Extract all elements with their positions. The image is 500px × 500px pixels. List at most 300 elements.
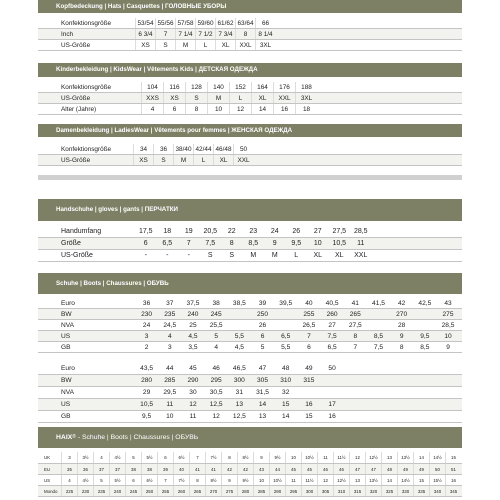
row-label: US-Größe [61, 157, 91, 164]
size-cell: L [195, 40, 215, 50]
size-cell: 41 [189, 464, 205, 474]
size-cell: 59/60 [195, 18, 215, 28]
size-cell: 28,5 [441, 322, 455, 329]
size-cell: 43,5 [140, 365, 154, 372]
table-kidswear [38, 82, 462, 115]
size-cell: 9 [272, 240, 277, 247]
size-cell: 29,5 [163, 389, 177, 396]
size-cell: 32 [282, 389, 290, 396]
size-cell: 41 [205, 464, 221, 474]
section-title-haix: - Schuhe | Boots | Chaussures | ОБУВЬ [75, 434, 199, 441]
size-cell: 31,5 [256, 389, 269, 396]
size-cell: 8 [235, 29, 255, 39]
size-cell: 7 [307, 333, 311, 340]
table-row [38, 309, 462, 320]
size-cell [297, 387, 320, 398]
size-cell: 11 [189, 413, 197, 420]
size-cell: 9 [221, 475, 237, 485]
size-cell: 4 [141, 104, 163, 114]
size-cell: 280 [141, 377, 153, 384]
row-label: Konfektionsgröße [61, 20, 112, 27]
size-cell: 50 [328, 365, 336, 372]
table-row [38, 464, 462, 475]
size-cell: 9 [253, 452, 269, 463]
section-title-hats: Kopfbedeckung | Hats | Casquettes | ГОЛОВНЫЕ УБОРЫ [56, 3, 227, 10]
size-cell: 260 [326, 311, 338, 318]
size-cell: 42/44 [193, 144, 213, 154]
size-cell: 320 [365, 486, 381, 496]
size-cell: 14 [381, 475, 397, 485]
size-cell: 6 [125, 475, 141, 485]
size-cell: 8½ [205, 475, 221, 485]
size-cell: 40,5 [325, 300, 339, 307]
size-cell: 5,5 [281, 344, 291, 351]
size-cell: 8 [229, 240, 234, 247]
size-cell: 38 [125, 464, 141, 474]
size-cell: 104 [141, 82, 163, 92]
size-cell: 9,5 [291, 240, 302, 247]
size-cell: 15 [445, 452, 461, 463]
size-cell: 12,5 [232, 413, 246, 420]
size-cell: 10,5 [332, 240, 347, 247]
size-cell: M [175, 40, 195, 50]
row-label: US-Größe [61, 252, 93, 259]
size-cell: 25 [189, 322, 197, 329]
size-cell: 37 [93, 464, 109, 474]
row-label: Größe [61, 240, 81, 247]
size-cell: 7 [186, 240, 191, 247]
size-cell: 37,5 [186, 300, 200, 307]
size-cell: 49 [413, 464, 429, 474]
size-cell: 34 [133, 144, 153, 154]
row-label: Inch [61, 31, 74, 38]
size-cell: 7 [353, 344, 358, 351]
size-cell: 45 [189, 365, 197, 372]
size-cell: XL [251, 93, 273, 103]
size-cell: 300 [301, 486, 317, 496]
size-cell: 43 [253, 464, 269, 474]
row-label: Euro [61, 300, 75, 307]
size-cell: 10 [207, 104, 229, 114]
size-cell: 40 [305, 300, 313, 307]
row-label: Euro [61, 365, 75, 372]
size-cell [321, 387, 344, 398]
size-cell: 9 [446, 344, 450, 351]
size-cell: 255 [157, 486, 173, 496]
size-cell: 330 [397, 486, 413, 496]
size-cell: 39 [157, 464, 173, 474]
size-cell: 53/54 [135, 18, 155, 28]
table-row [38, 40, 462, 51]
size-cell: 36 [153, 144, 173, 154]
size-cell: 225 [61, 486, 77, 496]
size-cell: 46/48 [213, 144, 233, 154]
size-cell: 55/56 [155, 18, 175, 28]
size-cell: XL [313, 252, 323, 259]
size-cell: 24 [270, 228, 279, 235]
size-cell: 305 [257, 377, 269, 384]
size-cell: 6½ [173, 452, 189, 463]
row-label: US [61, 401, 71, 408]
size-cell: 8 [221, 452, 237, 463]
size-cell: 44 [269, 464, 285, 474]
size-cell: 176 [273, 82, 295, 92]
size-cell: 7 [157, 475, 173, 485]
size-cell: XXL [273, 93, 295, 103]
size-cell: 128 [185, 82, 207, 92]
table-row [38, 250, 462, 262]
size-cell: 27,5 [332, 228, 347, 235]
size-cell: 17 [328, 401, 336, 408]
size-cell: 66 [255, 18, 275, 28]
haix-trademark: ® [72, 434, 76, 440]
size-cell: 6 [260, 333, 265, 340]
row-label: US-Größe [61, 95, 91, 102]
row-label: Konfektionsgröße [61, 146, 112, 153]
table-row [38, 226, 462, 238]
size-cell: 12½ [333, 475, 349, 485]
size-cell: 18 [295, 104, 317, 114]
haix-brand: HAIX [56, 434, 73, 441]
size-cell: 275 [221, 486, 237, 496]
size-cell: 7,5 [327, 333, 337, 340]
size-cell: 11½ [333, 452, 349, 463]
size-cell: 50 [429, 464, 445, 474]
size-cell: 8½ [237, 452, 253, 463]
size-cell: 37 [109, 464, 125, 474]
size-cell: 26 [292, 228, 301, 235]
size-cell: 44 [166, 365, 174, 372]
size-cell: 9½ [237, 475, 253, 485]
size-cell: 10½ [269, 475, 285, 485]
row-label: BW [61, 377, 72, 384]
size-cell: 14 [258, 401, 267, 408]
size-cell [274, 320, 297, 330]
size-cell: 36 [77, 464, 93, 474]
size-cell: 2 [144, 344, 149, 351]
size-cell [274, 309, 297, 319]
size-cell: XS [163, 93, 185, 103]
size-cell: 255 [303, 311, 315, 318]
size-cell: 265 [189, 486, 205, 496]
size-cell: 26,5 [302, 322, 316, 329]
section-title-ladieswear: Damenbekleidung | LadiesWear | Vêtements pour femmes | ЖЕНСКАЯ ОДЕЖДА [56, 127, 293, 134]
size-cell: 5 [125, 452, 141, 463]
size-cell: 41,5 [372, 300, 385, 307]
size-cell: 5½ [109, 475, 125, 485]
size-cell: S [155, 40, 175, 50]
size-cell: S [207, 252, 213, 259]
size-cell: 8 [353, 333, 358, 340]
size-cell: 8 [185, 104, 207, 114]
table-row [38, 342, 462, 353]
row-label: BW [61, 311, 72, 318]
size-cell: 46 [212, 365, 220, 372]
size-cell: 280 [237, 486, 253, 496]
row-label: Konfektionsgröße [61, 84, 112, 91]
size-cell: 50 [233, 144, 253, 154]
size-cell: 9,5 [142, 413, 152, 420]
section-title-gloves: Handschuhe | gloves | gants | ПЕРЧАТКИ [56, 206, 178, 213]
table-row [38, 475, 462, 486]
size-cell: 164 [251, 82, 273, 92]
size-cell: 14½ [429, 452, 445, 463]
size-cell: 4 [214, 344, 218, 351]
size-cell: 36 [142, 300, 151, 307]
size-cell [321, 375, 344, 386]
size-cell: 49 [305, 365, 313, 372]
table-row [38, 93, 462, 104]
size-cell: 24,5 [163, 322, 177, 329]
size-cell: 8,5 [420, 344, 430, 351]
row-label: NVA [61, 322, 75, 329]
size-cell: 10 [444, 333, 452, 340]
size-cell: 38,5 [232, 300, 246, 307]
size-cell: 27,5 [348, 322, 362, 329]
size-cell: 23 [249, 228, 258, 235]
size-cell: 3,5 [188, 344, 198, 351]
section-title-shoes: Schuhe | Boots | Chaussures | ОБУВЬ [56, 280, 169, 287]
size-cell: 10½ [301, 452, 317, 463]
size-cell: 8 [399, 344, 404, 351]
size-cell: 46,5 [232, 365, 246, 372]
size-cell: 3½ [77, 452, 93, 463]
row-label: Mondo [44, 489, 58, 494]
size-cell: 315 [303, 377, 315, 384]
size-cell: 6,5 [281, 333, 291, 340]
size-cell: 10 [253, 475, 269, 485]
row-label: GB [61, 413, 71, 420]
size-cell: 5 [214, 333, 218, 340]
band-hats [38, 0, 462, 13]
size-cell: 188 [295, 82, 317, 92]
table-shoes-large [38, 363, 462, 423]
size-cell: 18 [163, 228, 172, 235]
size-cell: 9,5 [420, 333, 430, 340]
size-cell: 290 [269, 486, 285, 496]
size-cell: 8 [189, 475, 205, 485]
size-cell: 240 [109, 486, 125, 496]
size-cell [367, 320, 390, 330]
size-cell: XXS [141, 93, 163, 103]
size-cell: 5 [260, 344, 265, 351]
size-cell: 275 [442, 311, 454, 318]
size-cell: 11 [357, 240, 365, 247]
size-cell: 42 [397, 300, 406, 307]
size-cell: 13 [258, 413, 267, 420]
size-cell: 38 [141, 464, 157, 474]
size-cell: 10 [313, 240, 322, 247]
size-cell: 230 [141, 311, 153, 318]
row-label: US [44, 478, 51, 483]
size-cell: 3 [167, 344, 172, 351]
size-cell: 42 [237, 464, 253, 474]
size-cell: 15 [305, 413, 313, 420]
size-cell: 10 [285, 452, 301, 463]
size-cell: 4 [61, 475, 77, 485]
table-row [38, 486, 462, 497]
row-label: UK [44, 455, 51, 460]
size-cell: 7½ [173, 475, 189, 485]
size-cell: 12 [229, 104, 251, 114]
size-cell: 285 [253, 486, 269, 496]
size-cell: 260 [173, 486, 189, 496]
size-cell: 4½ [109, 452, 125, 463]
size-cell: S [185, 93, 207, 103]
table-ladieswear [38, 144, 462, 166]
size-cell: 7 1/4 [175, 29, 195, 39]
table-row [38, 155, 462, 166]
size-cell: 61/62 [215, 18, 235, 28]
size-cell: 4,5 [234, 344, 244, 351]
size-cell: M [173, 155, 193, 165]
size-cell: 235 [93, 486, 109, 496]
size-cell: 16 [273, 104, 295, 114]
table-gloves [38, 226, 462, 262]
table-haix [38, 452, 462, 497]
size-cell: 14½ [397, 475, 413, 485]
size-cell: M [207, 93, 229, 103]
size-cell: 305 [317, 486, 333, 496]
size-cell: 285 [164, 377, 176, 384]
size-cell: 51 [445, 464, 461, 474]
size-cell: 41 [351, 300, 359, 307]
size-cell: 10 [166, 413, 174, 420]
size-cell: 11½ [301, 475, 317, 485]
size-cell: 16 [328, 413, 336, 420]
size-cell: 7,5 [373, 344, 384, 351]
size-cell: 30 [189, 389, 197, 396]
table-hats [38, 18, 462, 51]
size-cell: 13½ [397, 452, 413, 463]
size-cell: XXL [235, 40, 255, 50]
size-cell: 17,5 [138, 228, 153, 235]
section-title-kidswear: Kinderbekleidung | KidsWear | Vêtements Kids | ДЕТСКАЯ ОДЕЖДА [56, 66, 258, 73]
size-cell: L [294, 252, 299, 259]
size-cell [367, 309, 390, 319]
size-cell: 48 [282, 365, 290, 372]
size-cell: 13 [349, 475, 365, 485]
table-row [38, 331, 462, 342]
row-label: GB [61, 344, 71, 351]
size-cell: 12,5 [209, 401, 223, 408]
size-cell: 28,5 [353, 228, 368, 235]
size-cell: 38/40 [173, 144, 193, 154]
size-cell: 46 [317, 464, 333, 474]
size-cell: M [271, 252, 278, 259]
size-cell: 230 [77, 486, 93, 496]
size-cell: 152 [229, 82, 251, 92]
size-cell: 16 [305, 401, 313, 408]
size-cell: 12½ [365, 452, 381, 463]
row-label: US-Größe [61, 42, 91, 49]
size-cell: 11 [317, 452, 333, 463]
size-cell: 245 [210, 311, 222, 318]
row-label: EU [44, 467, 51, 472]
size-cell: 40 [173, 464, 189, 474]
size-cell: 270 [396, 311, 408, 318]
size-cell: 7 1/2 [195, 29, 215, 39]
size-cell: 38 [212, 300, 220, 307]
table-row [38, 452, 462, 464]
size-cell: 14 [251, 104, 273, 114]
size-cell: 29 [142, 389, 151, 396]
size-cell: 11 [166, 401, 174, 408]
size-cell: 3XL [255, 40, 275, 50]
size-cell: - [144, 252, 147, 259]
size-cell: 340 [429, 486, 445, 496]
size-cell: 6½ [141, 475, 157, 485]
size-cell: 27 [328, 322, 336, 329]
size-cell: L [193, 155, 213, 165]
size-cell: 12 [317, 475, 333, 485]
size-cell: 315 [349, 486, 365, 496]
size-cell: 20,5 [203, 228, 218, 235]
size-cell: 9 [399, 333, 404, 340]
size-cell: 49 [397, 464, 413, 474]
row-label: US [61, 333, 71, 340]
band-haix [38, 427, 462, 448]
size-cell: 6 [163, 104, 185, 114]
band-ladieswear [38, 124, 462, 137]
size-cell: 8,5 [248, 240, 259, 247]
size-cell: 43 [444, 300, 452, 307]
size-cell: 13½ [365, 475, 381, 485]
size-cell: 22 [227, 228, 236, 235]
size-cell: 250 [141, 486, 157, 496]
size-cell: 47 [349, 464, 365, 474]
size-cell: 48 [381, 464, 397, 474]
size-cell: 9½ [269, 452, 285, 463]
table-row [38, 18, 462, 29]
size-cell: 265 [349, 311, 361, 318]
table-row [38, 320, 462, 331]
size-cell: 4,5 [188, 333, 198, 340]
size-cell: M [250, 252, 257, 259]
size-cell: 25,5 [209, 322, 223, 329]
size-cell: 8 1/4 [255, 29, 275, 39]
size-cell: 300 [233, 377, 245, 384]
size-cell: 290 [187, 377, 199, 384]
size-cell: 6,5 [162, 240, 173, 247]
size-cell: 235 [164, 311, 176, 318]
section-separator [38, 175, 462, 180]
size-cell: 13 [235, 401, 244, 408]
size-cell: 295 [285, 486, 301, 496]
size-cell: 63/64 [235, 18, 255, 28]
size-cell: XS [135, 40, 155, 50]
size-cell: 12 [212, 413, 220, 420]
size-cell: 3 [144, 333, 149, 340]
size-cell: 39 [258, 300, 267, 307]
size-cell: XL [215, 40, 235, 50]
size-cell: 7 [189, 452, 205, 463]
size-cell: XXL [354, 252, 368, 259]
table-row [38, 104, 462, 115]
table-row [38, 29, 462, 40]
size-cell: 4½ [77, 475, 93, 485]
size-cell: 12 [349, 452, 365, 463]
size-cell: 57/58 [175, 18, 195, 28]
size-cell: 8,5 [373, 333, 384, 340]
size-cell: XL [213, 155, 233, 165]
size-cell: 26 [258, 322, 267, 329]
size-cell: 28 [397, 322, 406, 329]
size-cell: 45 [285, 464, 301, 474]
size-cell: 39,5 [279, 300, 293, 307]
band-gloves [38, 199, 462, 221]
size-cell: 245 [125, 486, 141, 496]
